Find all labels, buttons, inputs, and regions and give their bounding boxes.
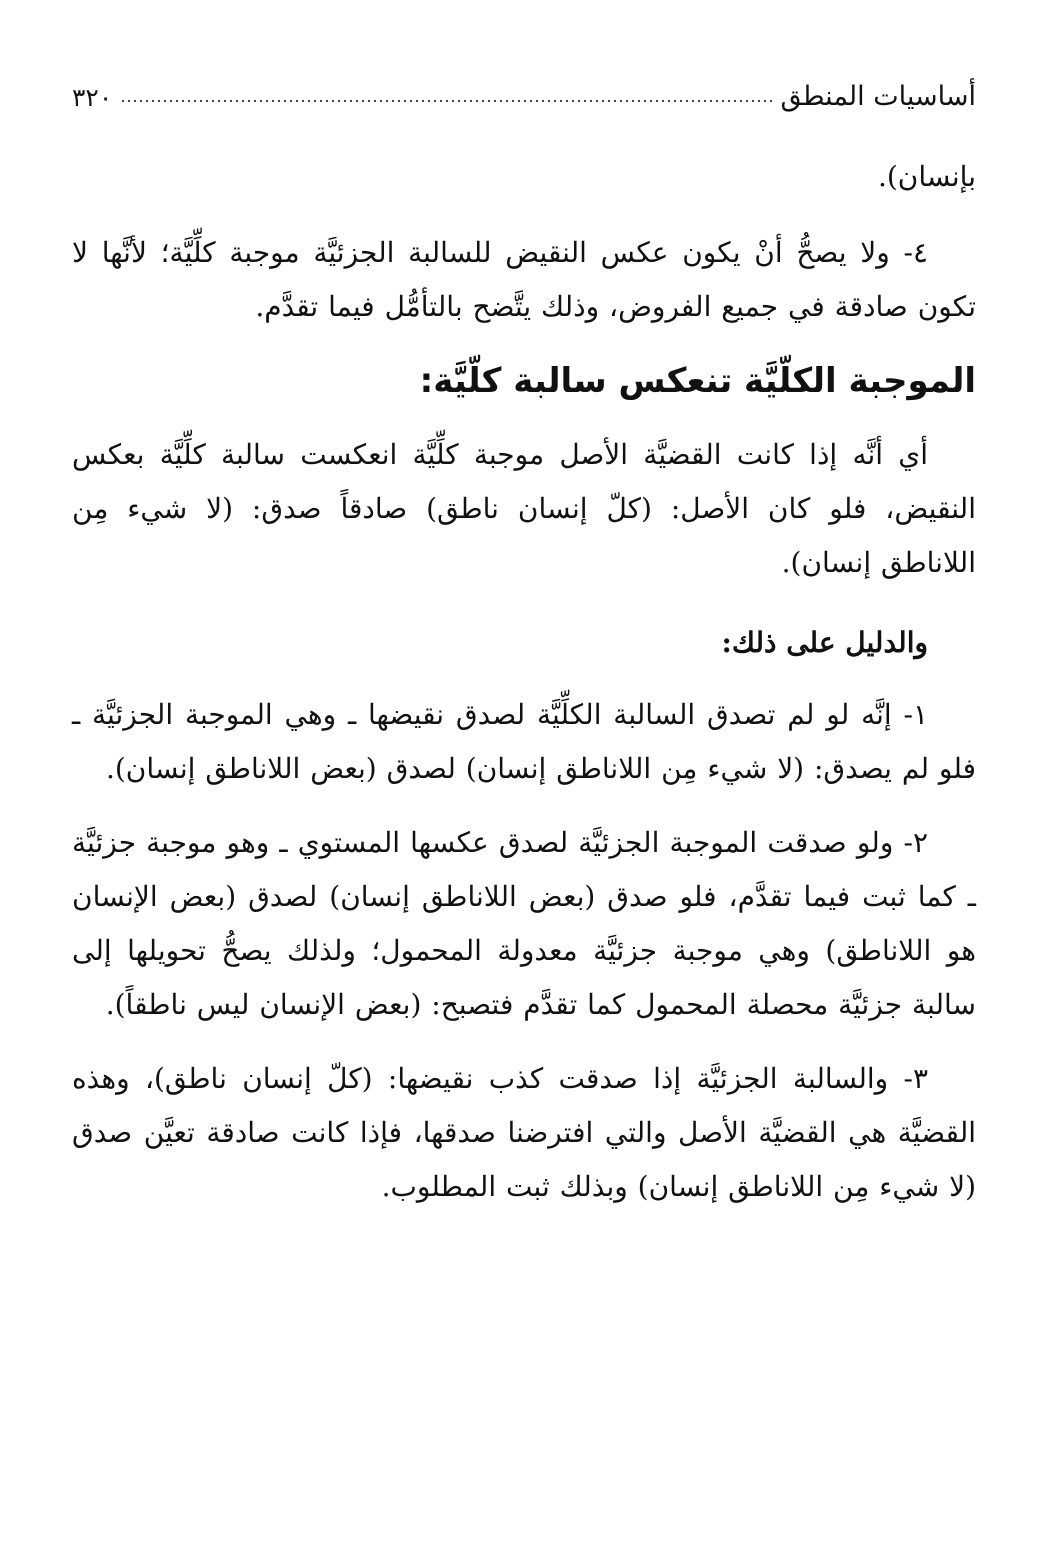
running-header	[72, 58, 976, 112]
spacer	[72, 1032, 976, 1052]
book-title: أساسيات المنطق	[780, 81, 976, 112]
paragraph-explanation: أي أنَّه إذا كانت القضيَّة الأصل موجبة كلِّيَّة انعكست سالبة كلِّيَّة بعكس النقيض، فلو كان الأصل: (كلّ إنسان ناطق) صادقاً صدق: (لا شيء مِن اللاناطق إنسان).	[72, 438, 976, 579]
book-page	[72, 58, 976, 1498]
page-content	[72, 150, 976, 1214]
section-heading: الموجبة الكلّيَّة تنعكس سالبة كلّيَّة:	[419, 361, 976, 401]
page-number: ٣٢٠	[72, 83, 113, 112]
spacer	[72, 590, 976, 602]
spacer	[72, 796, 976, 816]
header-leader-dots	[120, 100, 772, 102]
paragraph-proof-1: ١- إنَّه لو لم تصدق السالبة الكلِّيَّة لصدق نقيضها ـ وهي الموجبة الجزئيَّة ـ فلو لم يصدق: (لا شيء مِن اللاناطق إنسان) لصدق (بعض اللاناطق إنسان).	[72, 698, 976, 785]
proof-subheading: والدليل على ذلك:	[721, 626, 928, 659]
paragraph-point-4: ٤- ولا يصحُّ أنْ يكون عكس النقيض للسالبة الجزئيَّة موجبة كلِّيَّة؛ لأنَّها لا تكون صادقة في جميع الفروض، وذلك يتَّضح بالتأمُّل فيما تقدَّم.	[72, 236, 976, 323]
paragraph-proof-3: ٣- والسالبة الجزئيَّة إذا صدقت كذب نقيضها: (كلّ إنسان ناطق)، وهذه القضيَّة هي القضيَّة الأصل والتي افترضنا صدقها، فإذا كانت صادقة تعيَّن صدق (لا شيء مِن اللاناطق إنسان) وبذلك ثبت المطلوب.	[72, 1062, 976, 1203]
continued-paragraph: بإنسان).	[877, 160, 976, 193]
paragraph-proof-2: ٢- ولو صدقت الموجبة الجزئيَّة لصدق عكسها المستوي ـ وهو موجبة جزئيَّة ـ كما ثبت فيما تقدَّم، فلو صدق (بعض اللاناطق إنسان) لصدق (بعض الإنسان هو اللاناطق) وهي موجبة جزئيَّة معدولة المحمول؛ ولذلك يصحُّ تحويلها إلى سالبة جزئيَّة محصلة المحمول كما تقدَّم فتصبح: (بعض الإنسان ليس ناطقاً).	[72, 826, 977, 1021]
